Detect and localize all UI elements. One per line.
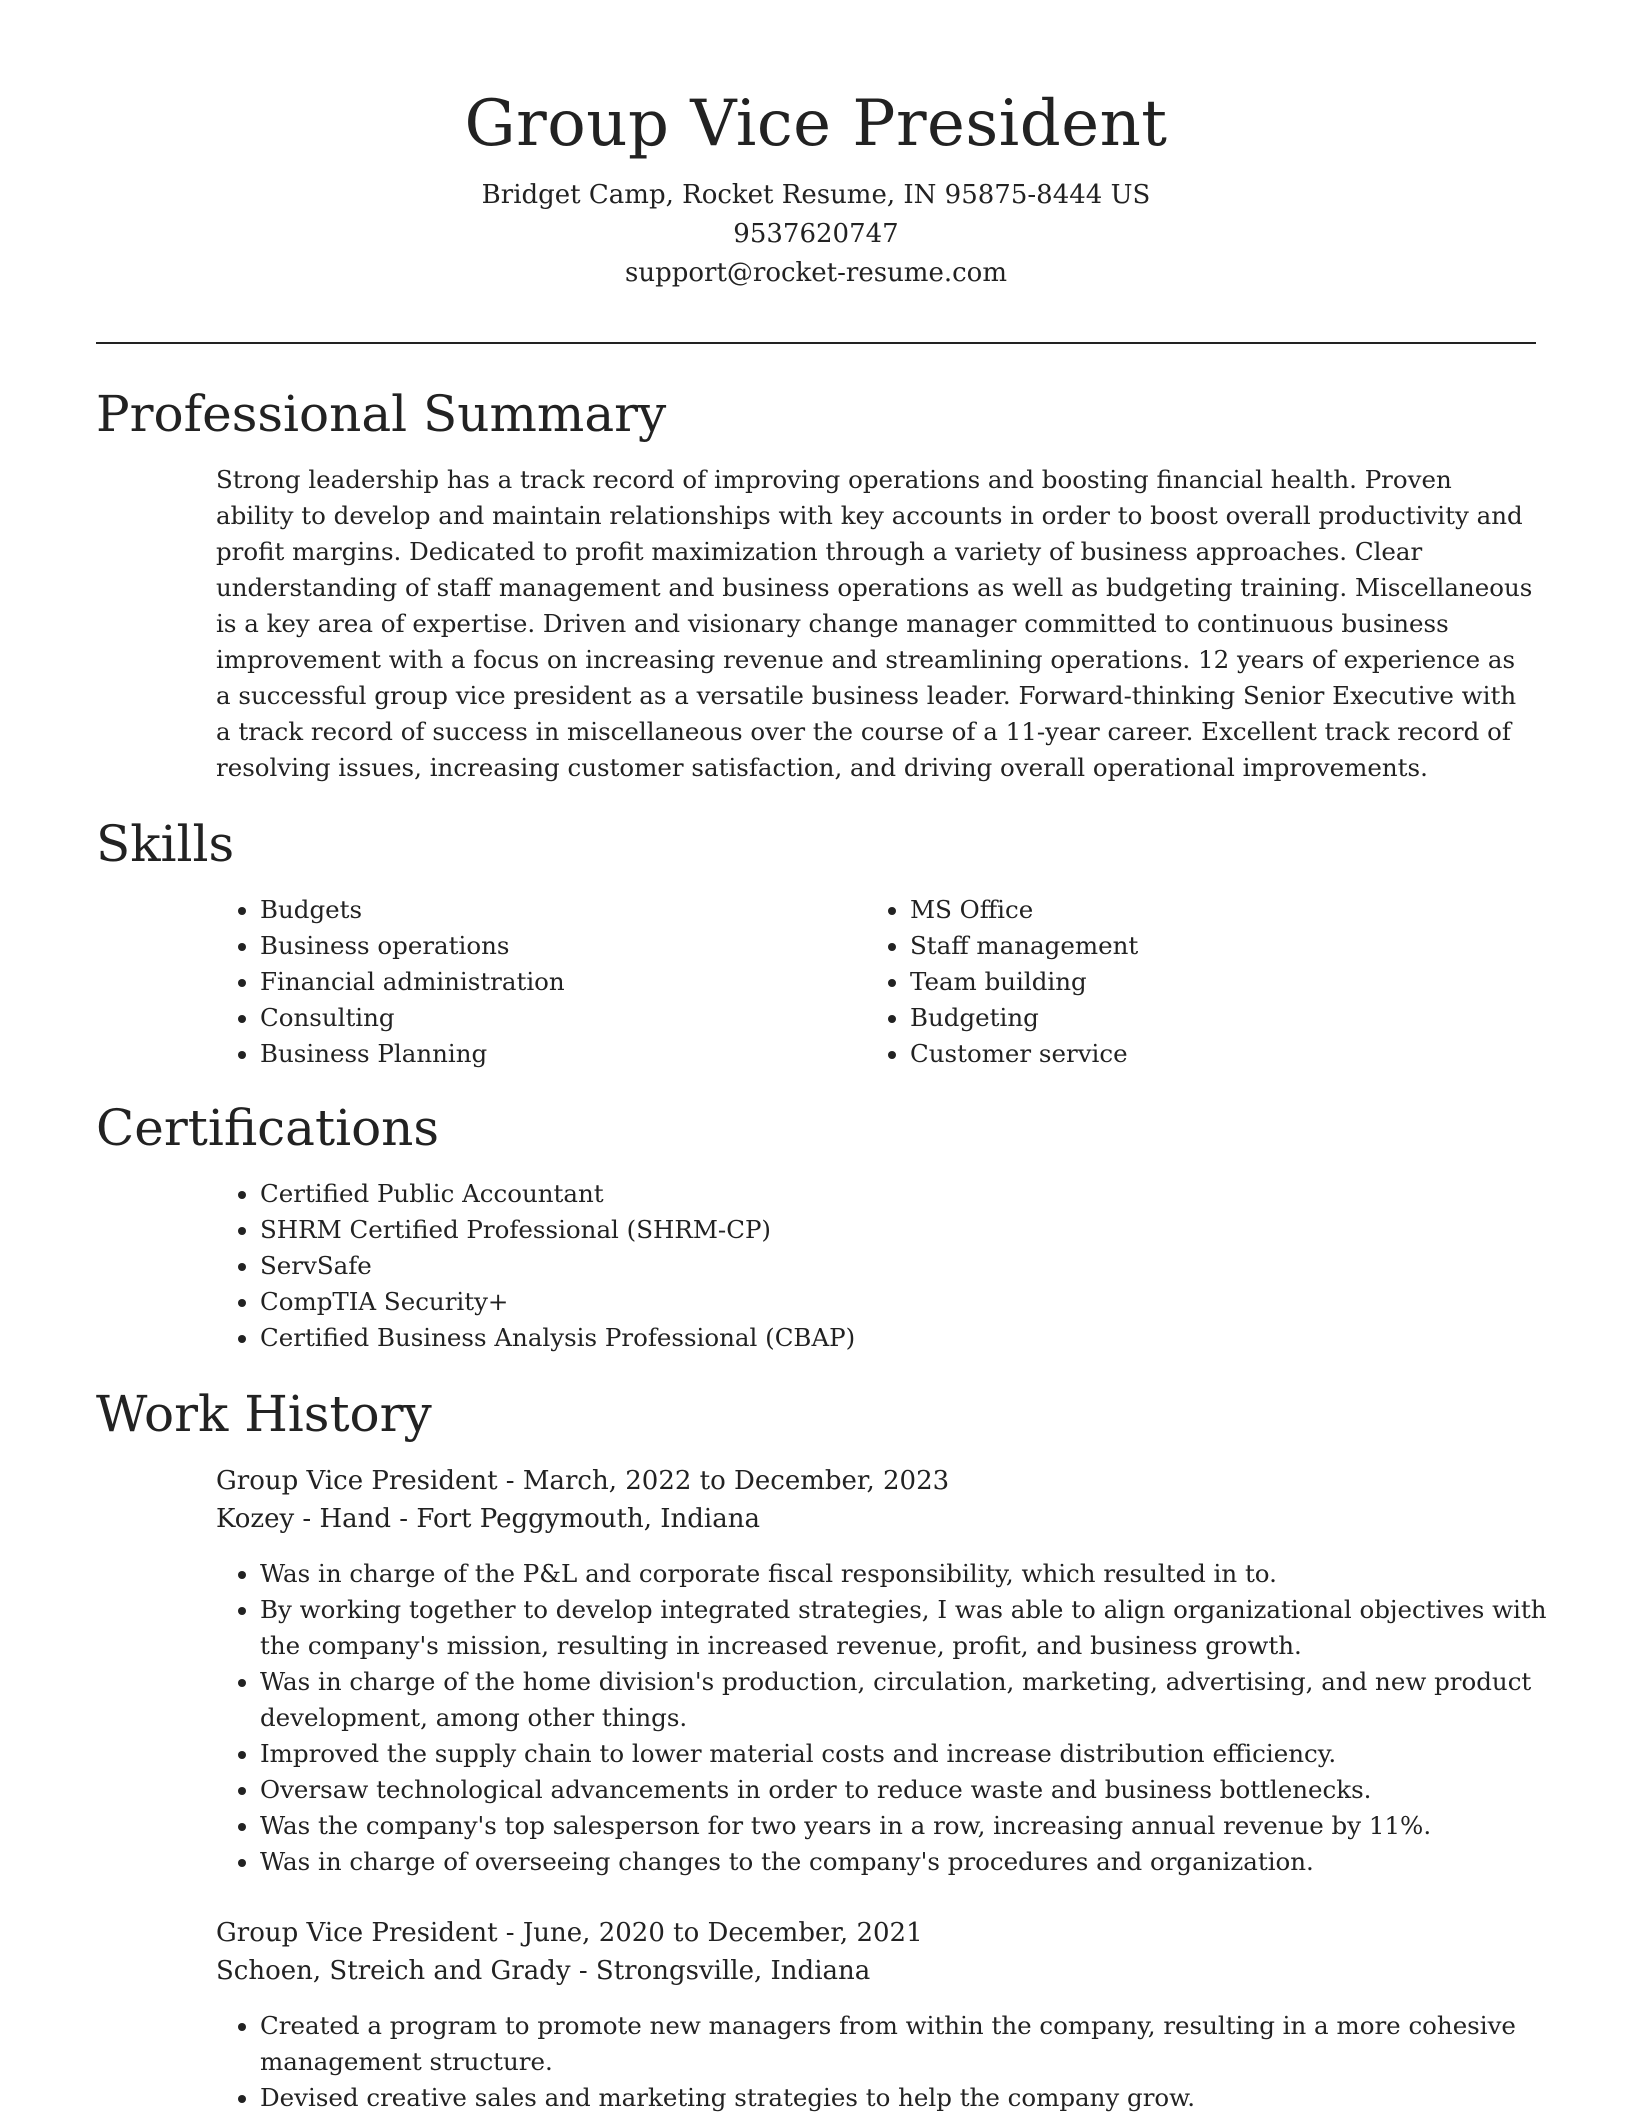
skill-item: • Business operations xyxy=(260,928,860,964)
job-dates: - March, 2022 to December, 2023 xyxy=(497,1466,950,1496)
contact-phone: 9537620747 xyxy=(733,219,899,249)
job-location: - Strongsville, Indiana xyxy=(570,1956,871,1986)
certification-item: • Certified Business Analysis Professional (CBAP) xyxy=(260,1320,1560,1356)
job-bullet: • Was in charge of overseeing changes to the company's procedures and organization. xyxy=(260,1844,1580,1880)
skill-item: • Consulting xyxy=(260,1000,860,1036)
job-company: Kozey - Hand xyxy=(216,1504,392,1534)
job-company-line xyxy=(216,1952,870,1990)
contact-address: Bridget Camp, Rocket Resume, IN 95875-8444 US xyxy=(481,180,1151,210)
skill-item: • Business Planning xyxy=(260,1036,860,1072)
certification-item: • Certified Public Accountant xyxy=(260,1176,1560,1212)
job-bullet: • Was in charge of the P&L and corporate fiscal responsibility, which resulted in to. xyxy=(260,1556,1580,1592)
job-bullet: • By working together to develop integrated strategies, I was able to align organizational objectives with the company's mission, resulting in increased revenue, profit, and business growth. xyxy=(260,1592,1580,1664)
certification-item: • ServSafe xyxy=(260,1248,1560,1284)
job-dates: - June, 2020 to December, 2021 xyxy=(497,1918,923,1948)
certifications-heading: Certifications xyxy=(96,1099,440,1157)
skill-item: • Team building xyxy=(910,964,1510,1000)
contact-email: support@rocket-resume.com xyxy=(624,258,1007,288)
skills-list-right xyxy=(866,892,1510,1072)
skill-item: • MS Office xyxy=(910,892,1510,928)
summary-heading: Professional Summary xyxy=(96,385,667,443)
skill-item: • Customer service xyxy=(910,1036,1510,1072)
job-title-line xyxy=(216,1914,923,1952)
skill-item: • Financial administration xyxy=(260,964,860,1000)
job-title: Group Vice President xyxy=(216,1918,498,1948)
summary-text: Strong leadership has a track record of improving operations and boosting financial health. Proven ability to develop and maintain relationships with key accounts in order to boost overall productivity and profit margins. Dedicated to profit maximization through a variety of business approaches. Clear understanding of staff management and business operations as well as budgeting training. Miscellaneous is a key area of expertise. Driven and visionary change manager committed to continuous business improvement with a focus on increasing revenue and streamlining operations. 12 years of experience as a successful group vice president as a versatile business leader. Forward-thinking Senior Executive with a track record of success in miscellaneous over the course of a 11-year career. Excellent track record of resolving issues, increasing customer satisfaction, and driving overall operational improvements. xyxy=(216,465,1533,782)
job-bullet: • Created a program to promote new managers from within the company, resulting in a more cohesive management structure. xyxy=(260,2008,1580,2080)
skills-list-left xyxy=(216,892,860,1072)
job-bullets xyxy=(216,1556,1580,1880)
skills-heading: Skills xyxy=(96,815,235,873)
header-divider xyxy=(96,342,1536,344)
resume-header xyxy=(96,80,1536,293)
job-bullets xyxy=(216,2008,1580,2116)
job-title-line xyxy=(216,1462,949,1500)
skill-item: • Budgeting xyxy=(910,1000,1510,1036)
certification-item: • CompTIA Security+ xyxy=(260,1284,1560,1320)
job-bullet: • Improved the supply chain to lower material costs and increase distribution efficiency. xyxy=(260,1736,1580,1772)
work-history-heading: Work History xyxy=(96,1385,432,1443)
skill-item: • Staff management xyxy=(910,928,1510,964)
certifications-list xyxy=(216,1176,1560,1356)
certification-item: • SHRM Certified Professional (SHRM-CP) xyxy=(260,1212,1560,1248)
job-bullet: • Was in charge of the home division's production, circulation, marketing, advertising, and new product development, among other things. xyxy=(260,1664,1580,1736)
job-bullet: • Oversaw technological advancements in order to reduce waste and business bottlenecks. xyxy=(260,1772,1580,1808)
job-bullet: • Was the company's top salesperson for two years in a row, increasing annual revenue by 11%. xyxy=(260,1808,1580,1844)
resume-title: Group Vice President xyxy=(464,87,1168,161)
job-company: Schoen, Streich and Grady xyxy=(216,1956,571,1986)
job-location: - Fort Peggymouth, Indiana xyxy=(391,1504,760,1534)
skill-item: • Budgets xyxy=(260,892,860,928)
job-company-line xyxy=(216,1500,760,1538)
job-bullet: • Devised creative sales and marketing strategies to help the company grow. xyxy=(260,2080,1580,2116)
job-title: Group Vice President xyxy=(216,1466,498,1496)
